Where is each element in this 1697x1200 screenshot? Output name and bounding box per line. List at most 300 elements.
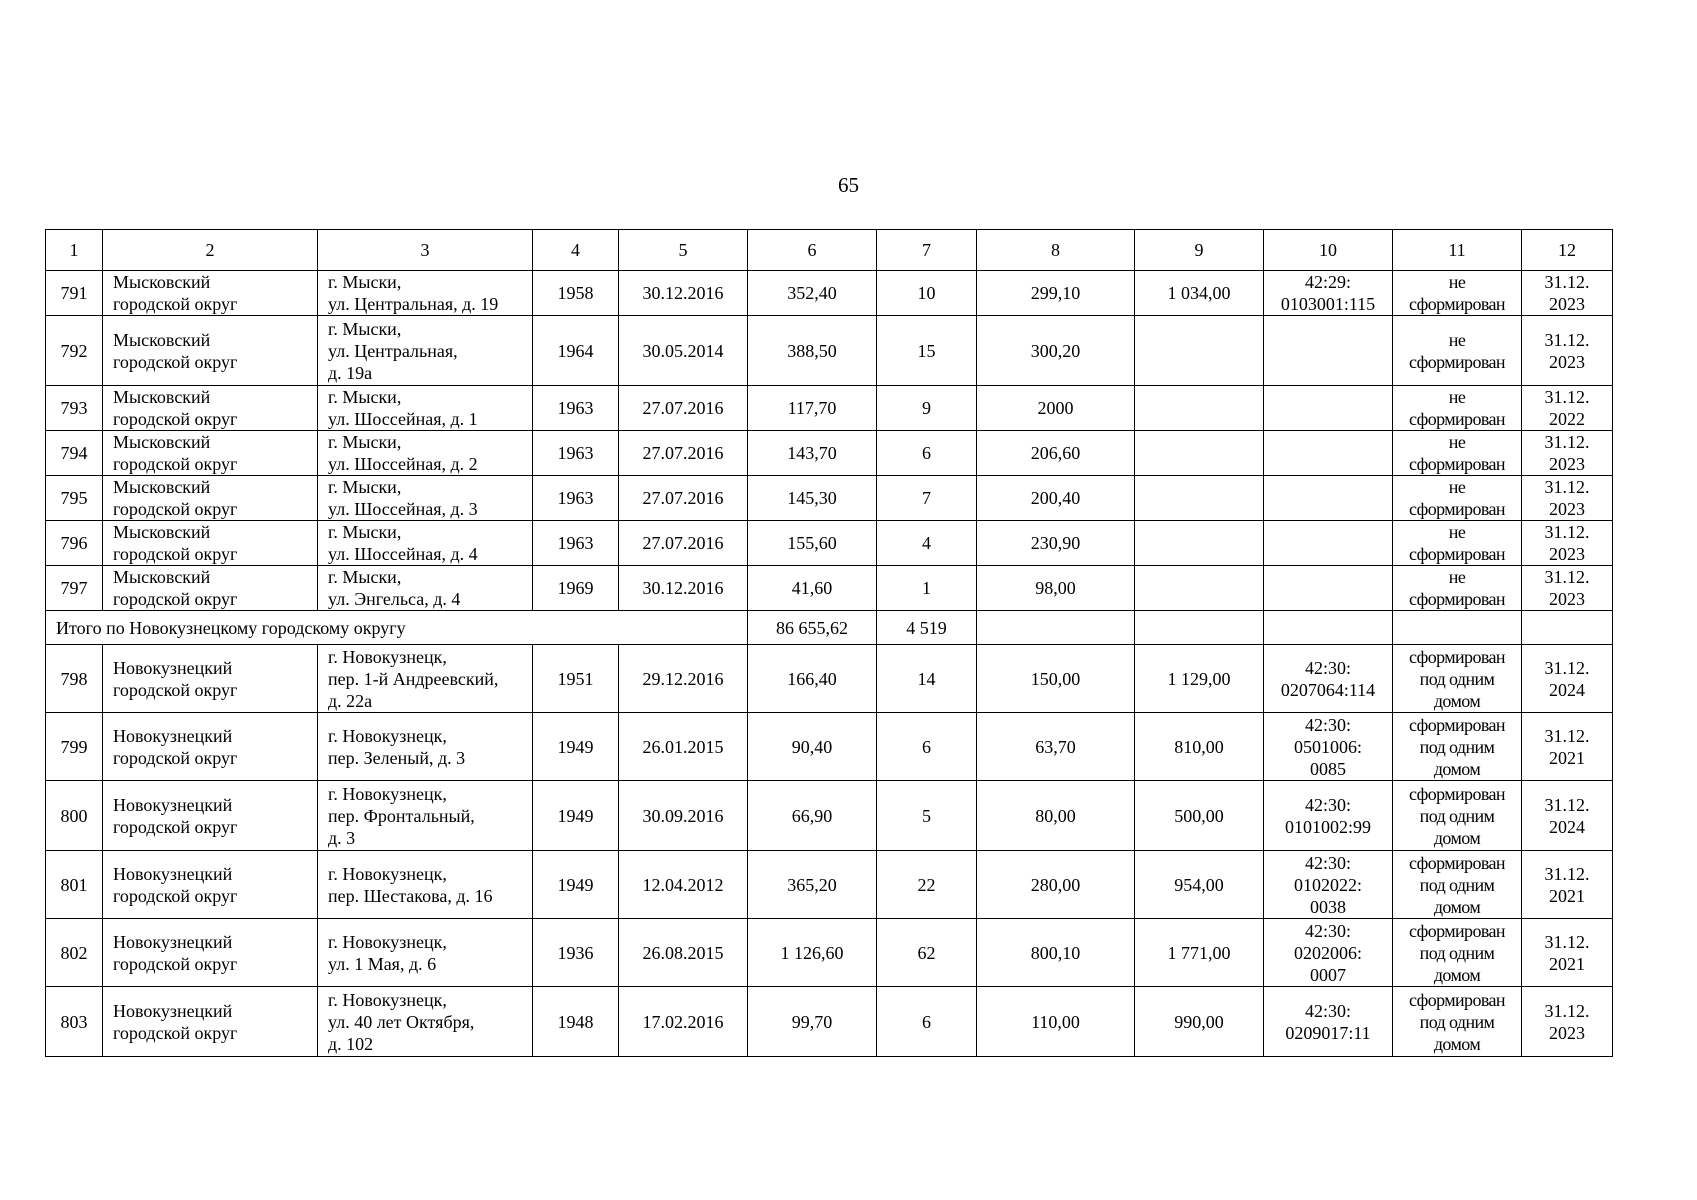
cell-line: 31.12.	[1544, 725, 1590, 746]
cell-line: домом	[1433, 964, 1481, 985]
cell-line: ул. Энгельса, д. 4	[328, 589, 461, 609]
cell-line: 2023	[1549, 499, 1585, 519]
value-cell-8: 300,20	[977, 316, 1135, 386]
cell-line: домом	[1433, 1033, 1481, 1054]
value-cell-8: 98,00	[977, 566, 1135, 611]
cell-line: сформирован	[1409, 499, 1505, 519]
cell-line: ул. Шоссейная, д. 3	[328, 499, 478, 519]
residents-cell: 15	[877, 316, 977, 386]
row-number-cell: 795	[46, 476, 103, 521]
cell-line: 31.12.	[1544, 794, 1590, 815]
deadline-cell	[1522, 781, 1613, 851]
cell-line: сформирован	[1409, 454, 1505, 474]
column-number-cell: 9	[1135, 230, 1264, 271]
area-cell: 143,70	[748, 431, 877, 476]
area-cell: 41,60	[748, 566, 877, 611]
row-number-cell: 801	[46, 851, 103, 919]
row-number-cell: 794	[46, 431, 103, 476]
cell-line: 42:30:	[1304, 714, 1351, 735]
table-row	[46, 386, 1613, 431]
cell-line: 0202006:	[1293, 942, 1362, 963]
address-cell	[318, 919, 533, 987]
cell-line: Новокузнецкий	[113, 657, 233, 678]
column-number-row	[46, 230, 1613, 271]
table-row	[46, 476, 1613, 521]
residents-cell: 14	[877, 645, 977, 713]
column-number-cell: 4	[533, 230, 619, 271]
address-cell	[318, 316, 533, 386]
cell-line: 0085	[1310, 758, 1346, 779]
year-cell: 1949	[533, 713, 619, 781]
table-body	[46, 230, 1613, 1057]
row-number-cell: 797	[46, 566, 103, 611]
address-cell	[318, 521, 533, 566]
value-cell-8: 2000	[977, 386, 1135, 431]
column-number-cell: 5	[619, 230, 748, 271]
cell-line: Новокузнецкий	[113, 725, 233, 746]
cell-line: 31.12.	[1544, 522, 1590, 542]
value-cell-8: 206,60	[977, 431, 1135, 476]
residents-cell: 6	[877, 987, 977, 1057]
residents-cell: 1	[877, 566, 977, 611]
cell-line: городской округ	[113, 1022, 238, 1043]
cell-line: 2024	[1549, 679, 1585, 700]
total-empty-cell	[1135, 611, 1264, 645]
cell-line: ул. Шоссейная, д. 2	[328, 454, 478, 474]
area-cell: 388,50	[748, 316, 877, 386]
column-number-cell: 1	[46, 230, 103, 271]
cell-line: под одним	[1419, 874, 1495, 895]
cell-line: д. 3	[328, 827, 356, 848]
cell-line: 31.12.	[1544, 863, 1590, 884]
cell-line: 0501006:	[1293, 736, 1362, 757]
table-row	[46, 521, 1613, 566]
municipality-cell	[103, 987, 318, 1057]
year-cell: 1963	[533, 521, 619, 566]
municipality-cell	[103, 386, 318, 431]
cell-line: 31.12.	[1544, 329, 1590, 350]
total-residents: 4 519	[877, 611, 977, 645]
cell-line: 0007	[1310, 964, 1346, 985]
column-number-cell: 10	[1264, 230, 1393, 271]
cell-line: 31.12.	[1544, 567, 1590, 587]
area-cell: 145,30	[748, 476, 877, 521]
cell-line: городской округ	[113, 816, 238, 837]
cell-line: 31.12.	[1544, 387, 1590, 407]
cell-line: сформирован	[1409, 714, 1505, 735]
value-cell-9	[1135, 566, 1264, 611]
cell-line: 42:30:	[1304, 1000, 1351, 1021]
deadline-cell	[1522, 316, 1613, 386]
municipality-cell	[103, 645, 318, 713]
area-cell: 66,90	[748, 781, 877, 851]
municipality-cell	[103, 851, 318, 919]
row-number-cell: 803	[46, 987, 103, 1057]
cell-line: Новокузнецкий	[113, 931, 233, 952]
land-status-cell	[1393, 566, 1522, 611]
year-cell: 1936	[533, 919, 619, 987]
address-cell	[318, 271, 533, 316]
residents-cell: 5	[877, 781, 977, 851]
value-cell-9	[1135, 431, 1264, 476]
cell-line: городской округ	[113, 499, 238, 519]
municipality-cell	[103, 271, 318, 316]
deadline-cell	[1522, 521, 1613, 566]
table-row	[46, 271, 1613, 316]
cell-line: пер. Зеленый, д. 3	[328, 747, 466, 768]
cell-line: сформирован	[1409, 294, 1505, 314]
cell-line: г. Новокузнецк,	[328, 989, 447, 1010]
cell-line: Мысковский	[113, 272, 211, 292]
address-cell	[318, 386, 533, 431]
deadline-cell	[1522, 713, 1613, 781]
cell-line: Мысковский	[113, 567, 211, 587]
year-cell: 1963	[533, 386, 619, 431]
cell-line: 2023	[1549, 351, 1585, 372]
cell-line: Мысковский	[113, 477, 211, 497]
table-row	[46, 645, 1613, 713]
cell-line: 42:30:	[1304, 920, 1351, 941]
date-cell: 30.09.2016	[619, 781, 748, 851]
date-cell: 27.07.2016	[619, 476, 748, 521]
municipality-cell	[103, 316, 318, 386]
date-cell: 27.07.2016	[619, 431, 748, 476]
table-row	[46, 316, 1613, 386]
cell-line: 2023	[1549, 1022, 1585, 1043]
cell-line: 0103001:115	[1280, 294, 1376, 314]
total-empty-cell	[1522, 611, 1613, 645]
cell-line: 0101002:99	[1284, 816, 1371, 837]
area-cell: 166,40	[748, 645, 877, 713]
cell-line: не	[1448, 387, 1466, 407]
cell-line: г. Новокузнецк,	[328, 783, 447, 804]
area-cell: 365,20	[748, 851, 877, 919]
column-number-cell: 8	[977, 230, 1135, 271]
deadline-cell	[1522, 919, 1613, 987]
value-cell-9	[1135, 386, 1264, 431]
cell-line: д. 19а	[328, 362, 373, 383]
cell-line: ул. Центральная, д. 19	[328, 294, 499, 314]
value-cell-8: 110,00	[977, 987, 1135, 1057]
cell-line: Мысковский	[113, 329, 211, 350]
land-status-cell	[1393, 271, 1522, 316]
cell-line: не	[1448, 432, 1466, 452]
cell-line: ул. Центральная,	[328, 340, 458, 361]
cell-line: 2024	[1549, 816, 1585, 837]
cell-line: пер. Фронтальный,	[328, 805, 475, 826]
cell-line: 31.12.	[1544, 272, 1590, 292]
cadastral-number-cell	[1264, 713, 1393, 781]
cell-line: сформирован	[1409, 852, 1505, 873]
cell-line: 31.12.	[1544, 1000, 1590, 1021]
area-cell: 90,40	[748, 713, 877, 781]
cell-line: д. 22а	[328, 690, 373, 711]
cell-line: не	[1448, 272, 1466, 292]
row-number-cell: 792	[46, 316, 103, 386]
date-cell: 12.04.2012	[619, 851, 748, 919]
address-cell	[318, 987, 533, 1057]
table-row	[46, 919, 1613, 987]
total-area: 86 655,62	[748, 611, 877, 645]
date-cell: 30.12.2016	[619, 566, 748, 611]
value-cell-8: 800,10	[977, 919, 1135, 987]
value-cell-9: 1 034,00	[1135, 271, 1264, 316]
cell-line: г. Мыски,	[328, 567, 402, 587]
cell-line: не	[1448, 329, 1466, 350]
total-empty-cell	[1264, 611, 1393, 645]
cell-line: 0038	[1310, 896, 1346, 917]
cell-line: 2021	[1549, 747, 1585, 768]
value-cell-9: 810,00	[1135, 713, 1264, 781]
cell-line: д. 102	[328, 1033, 374, 1054]
land-status-cell	[1393, 781, 1522, 851]
total-row	[46, 611, 1613, 645]
cell-line: сформирован	[1409, 544, 1505, 564]
cell-line: г. Новокузнецк,	[328, 725, 447, 746]
table-row	[46, 431, 1613, 476]
cell-line: 2021	[1549, 885, 1585, 906]
total-empty-cell	[1393, 611, 1522, 645]
cell-line: 2023	[1549, 544, 1585, 564]
address-cell	[318, 645, 533, 713]
value-cell-9: 1 129,00	[1135, 645, 1264, 713]
year-cell: 1958	[533, 271, 619, 316]
cell-line: пер. 1-й Андреевский,	[328, 668, 499, 689]
cell-line: под одним	[1419, 736, 1495, 757]
cell-line: ул. Шоссейная, д. 1	[328, 409, 478, 429]
year-cell: 1951	[533, 645, 619, 713]
area-cell: 155,60	[748, 521, 877, 566]
cell-line: Новокузнецкий	[113, 794, 233, 815]
cell-line: 0207064:114	[1280, 679, 1376, 700]
cell-line: 2023	[1549, 454, 1585, 474]
cell-line: 2022	[1549, 409, 1585, 429]
land-status-cell	[1393, 386, 1522, 431]
cell-line: г. Мыски,	[328, 272, 402, 292]
value-cell-8: 299,10	[977, 271, 1135, 316]
date-cell: 27.07.2016	[619, 386, 748, 431]
deadline-cell	[1522, 566, 1613, 611]
cell-line: 31.12.	[1544, 657, 1590, 678]
value-cell-9	[1135, 316, 1264, 386]
cadastral-number-cell	[1264, 781, 1393, 851]
cell-line: сформирован	[1409, 920, 1505, 941]
value-cell-8: 150,00	[977, 645, 1135, 713]
cadastral-number-cell	[1264, 987, 1393, 1057]
deadline-cell	[1522, 386, 1613, 431]
cell-line: под одним	[1419, 805, 1495, 826]
column-number-cell: 7	[877, 230, 977, 271]
table-row	[46, 566, 1613, 611]
cell-line: 2023	[1549, 589, 1585, 609]
address-cell	[318, 781, 533, 851]
cadastral-number-cell	[1264, 645, 1393, 713]
municipality-cell	[103, 566, 318, 611]
cell-line: городской округ	[113, 747, 238, 768]
cadastral-number-cell	[1264, 919, 1393, 987]
municipality-cell	[103, 476, 318, 521]
value-cell-9: 990,00	[1135, 987, 1264, 1057]
total-label: Итого по Новокузнецкому городскому округу	[46, 611, 748, 645]
area-cell: 99,70	[748, 987, 877, 1057]
page-number: 65	[838, 173, 859, 197]
cell-line: ул. 1 Мая, д. 6	[328, 953, 437, 974]
land-status-cell	[1393, 919, 1522, 987]
cell-line: Новокузнецкий	[113, 1000, 233, 1021]
value-cell-9: 1 771,00	[1135, 919, 1264, 987]
land-status-cell	[1393, 476, 1522, 521]
cell-line: сформирован	[1409, 409, 1505, 429]
municipality-cell	[103, 431, 318, 476]
cell-line: ул. Шоссейная, д. 4	[328, 544, 478, 564]
year-cell: 1949	[533, 781, 619, 851]
cell-line: г. Мыски,	[328, 522, 402, 542]
table-row	[46, 781, 1613, 851]
land-status-cell	[1393, 713, 1522, 781]
value-cell-8: 280,00	[977, 851, 1135, 919]
deadline-cell	[1522, 645, 1613, 713]
cell-line: г. Мыски,	[328, 432, 402, 452]
table-row	[46, 987, 1613, 1057]
date-cell: 26.08.2015	[619, 919, 748, 987]
value-cell-8: 63,70	[977, 713, 1135, 781]
cell-line: домом	[1433, 758, 1481, 779]
value-cell-9	[1135, 476, 1264, 521]
value-cell-8: 230,90	[977, 521, 1135, 566]
column-number-cell: 6	[748, 230, 877, 271]
cell-line: 2021	[1549, 953, 1585, 974]
address-cell	[318, 476, 533, 521]
date-cell: 30.05.2014	[619, 316, 748, 386]
residents-cell: 9	[877, 386, 977, 431]
cell-line: г. Новокузнецк,	[328, 646, 447, 667]
cell-line: 2023	[1549, 294, 1585, 314]
cell-line: сформирован	[1409, 351, 1505, 372]
area-cell: 352,40	[748, 271, 877, 316]
municipality-cell	[103, 781, 318, 851]
cadastral-number-cell	[1264, 851, 1393, 919]
value-cell-9	[1135, 521, 1264, 566]
cell-line: Мысковский	[113, 522, 211, 542]
deadline-cell	[1522, 987, 1613, 1057]
cell-line: сформирован	[1409, 589, 1505, 609]
year-cell: 1969	[533, 566, 619, 611]
cell-line: 42:30:	[1304, 657, 1351, 678]
column-number-cell: 12	[1522, 230, 1613, 271]
address-cell	[318, 566, 533, 611]
cell-line: Мысковский	[113, 387, 211, 407]
table-row	[46, 851, 1613, 919]
year-cell: 1964	[533, 316, 619, 386]
date-cell: 29.12.2016	[619, 645, 748, 713]
cell-line: Мысковский	[113, 432, 211, 452]
cell-line: городской округ	[113, 351, 238, 372]
date-cell: 17.02.2016	[619, 987, 748, 1057]
cell-line: пер. Шестакова, д. 16	[328, 885, 493, 906]
area-cell: 1 126,60	[748, 919, 877, 987]
land-status-cell	[1393, 316, 1522, 386]
cell-line: 0102022:	[1293, 874, 1362, 895]
row-number-cell: 791	[46, 271, 103, 316]
residents-cell: 7	[877, 476, 977, 521]
cell-line: под одним	[1419, 942, 1495, 963]
residents-cell: 6	[877, 713, 977, 781]
cell-line: сформирован	[1409, 783, 1505, 804]
cell-line: 31.12.	[1544, 432, 1590, 452]
land-status-cell	[1393, 987, 1522, 1057]
date-cell: 30.12.2016	[619, 271, 748, 316]
cell-line: 42:30:	[1304, 794, 1351, 815]
cell-line: 42:29:	[1304, 272, 1351, 292]
address-cell	[318, 851, 533, 919]
cell-line: городской округ	[113, 409, 238, 429]
value-cell-9: 500,00	[1135, 781, 1264, 851]
residents-cell: 10	[877, 271, 977, 316]
row-number-cell: 800	[46, 781, 103, 851]
cell-line: не	[1448, 522, 1466, 542]
cadastral-number-cell	[1264, 566, 1393, 611]
residents-cell: 6	[877, 431, 977, 476]
cell-line: городской округ	[113, 544, 238, 564]
column-number-cell: 11	[1393, 230, 1522, 271]
land-status-cell	[1393, 521, 1522, 566]
cadastral-number-cell	[1264, 271, 1393, 316]
value-cell-9: 954,00	[1135, 851, 1264, 919]
cell-line: г. Новокузнецк,	[328, 931, 447, 952]
cell-line: г. Мыски,	[328, 477, 402, 497]
cadastral-number-cell	[1264, 316, 1393, 386]
deadline-cell	[1522, 476, 1613, 521]
column-number-cell: 2	[103, 230, 318, 271]
cell-line: 31.12.	[1544, 931, 1590, 952]
cadastral-number-cell	[1264, 431, 1393, 476]
cell-line: сформирован	[1409, 989, 1505, 1010]
area-cell: 117,70	[748, 386, 877, 431]
housing-registry-table	[45, 229, 1613, 1057]
cell-line: под одним	[1419, 668, 1495, 689]
cell-line: г. Новокузнецк,	[328, 863, 447, 884]
row-number-cell: 799	[46, 713, 103, 781]
cell-line: домом	[1433, 690, 1481, 711]
row-number-cell: 793	[46, 386, 103, 431]
cell-line: 31.12.	[1544, 477, 1590, 497]
cell-line: городской округ	[113, 454, 238, 474]
value-cell-8: 200,40	[977, 476, 1135, 521]
land-status-cell	[1393, 645, 1522, 713]
year-cell: 1963	[533, 476, 619, 521]
cell-line: ул. 40 лет Октября,	[328, 1011, 475, 1032]
cell-line: городской округ	[113, 294, 238, 314]
cell-line: домом	[1433, 896, 1481, 917]
residents-cell: 22	[877, 851, 977, 919]
address-cell	[318, 713, 533, 781]
municipality-cell	[103, 521, 318, 566]
value-cell-8: 80,00	[977, 781, 1135, 851]
municipality-cell	[103, 919, 318, 987]
residents-cell: 62	[877, 919, 977, 987]
date-cell: 26.01.2015	[619, 713, 748, 781]
table-row	[46, 713, 1613, 781]
cell-line: не	[1448, 567, 1466, 587]
cell-line: домом	[1433, 827, 1481, 848]
cell-line: г. Мыски,	[328, 387, 402, 407]
date-cell: 27.07.2016	[619, 521, 748, 566]
deadline-cell	[1522, 431, 1613, 476]
row-number-cell: 802	[46, 919, 103, 987]
residents-cell: 4	[877, 521, 977, 566]
cell-line: под одним	[1419, 1011, 1495, 1032]
cell-line: городской округ	[113, 679, 238, 700]
